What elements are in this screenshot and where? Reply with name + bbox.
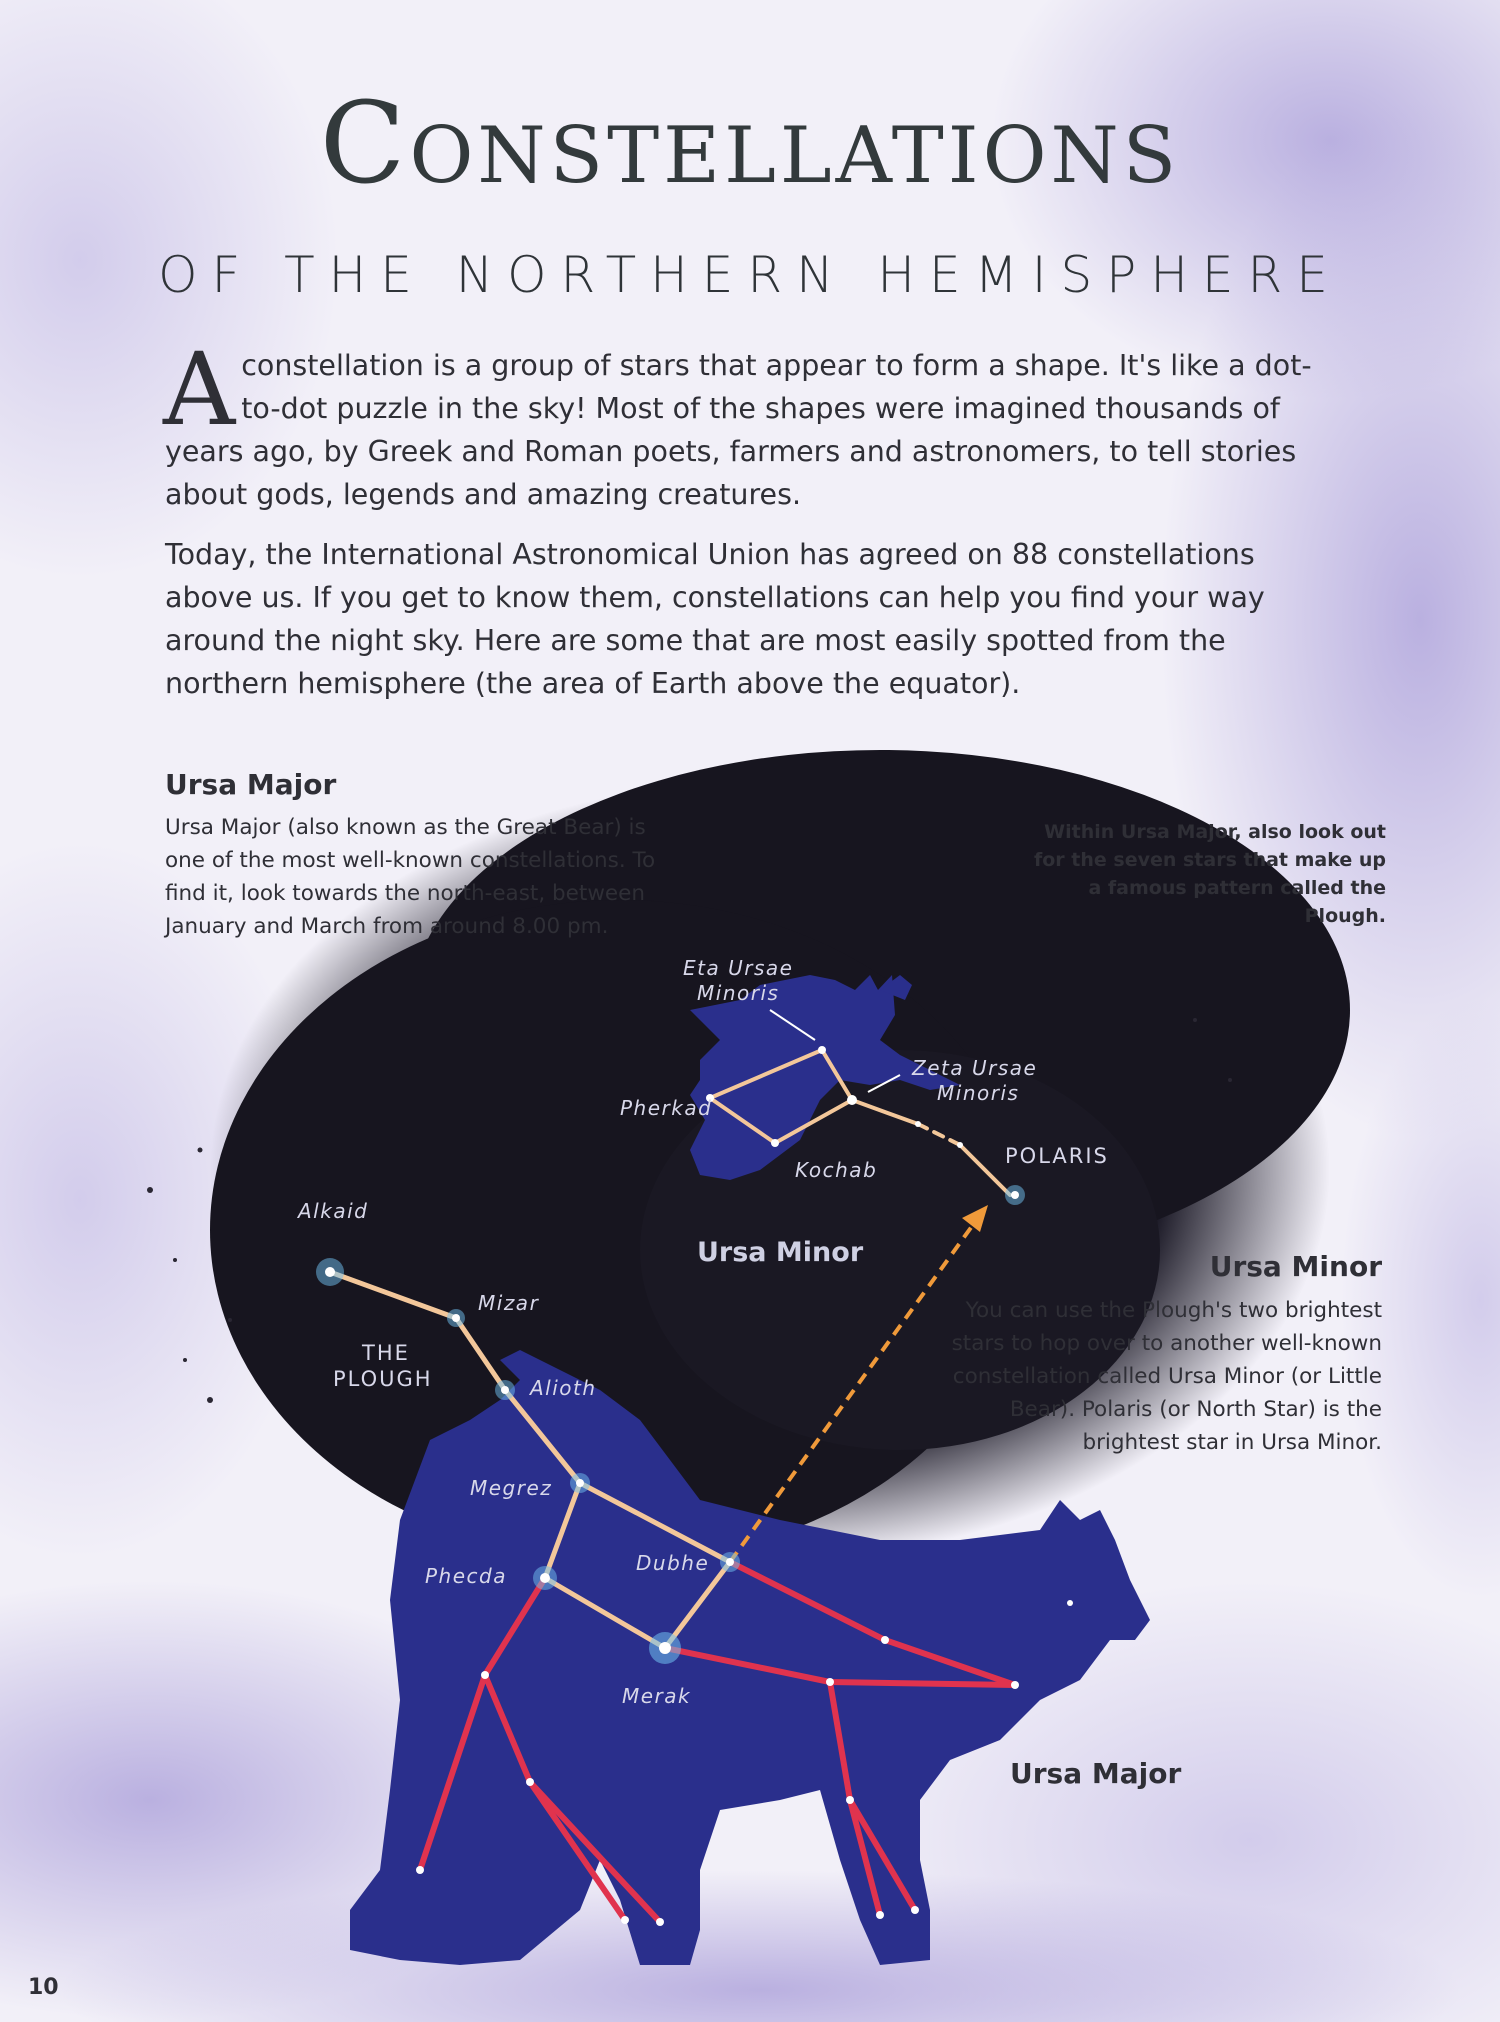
label-alkaid: Alkaid — [298, 1199, 369, 1223]
label-eta-ursae: Eta Ursae — [683, 956, 794, 980]
page-number: 10 — [28, 1975, 59, 2000]
star-phecda — [533, 1566, 557, 1590]
label-ursa-minor: Ursa Minor — [697, 1237, 864, 1268]
star-dubhe — [720, 1552, 740, 1572]
star-megrez — [570, 1473, 590, 1493]
star-mizar — [447, 1309, 465, 1327]
ursa-major-heading: Ursa Major — [165, 768, 337, 801]
label-zeta-minoris: Minoris — [937, 1081, 1020, 1105]
label-dubhe: Dubhe — [636, 1551, 710, 1575]
label-eta-minoris: Minoris — [697, 981, 780, 1005]
label-alioth: Alioth — [530, 1376, 597, 1400]
label-kochab: Kochab — [795, 1158, 878, 1182]
ursa-minor-heading: Ursa Minor — [1209, 1250, 1382, 1283]
star-polaris — [1005, 1185, 1025, 1205]
label-zeta-ursae: Zeta Ursae — [912, 1056, 1038, 1080]
label-phecda: Phecda — [425, 1564, 507, 1588]
page-subtitle: OF THE NORTHERN HEMISPHERE — [158, 246, 1342, 304]
dropcap: A — [163, 331, 236, 448]
label-polaris: POLARIS — [1005, 1144, 1109, 1168]
label-merak: Merak — [622, 1684, 692, 1708]
intro-paragraph-2: Today, the International Astronomical Union has agreed on 88 constellations above us. If you get to know them, constellations can help you find your way around the night sky. Here are some that are most easily spotted from the northern hemisphere (the area of Earth above the equator). — [165, 538, 1265, 700]
label-the: THE — [362, 1341, 410, 1365]
star-alkaid — [316, 1258, 344, 1286]
star-merak — [649, 1632, 681, 1664]
page-title: Constellations — [319, 79, 1181, 209]
intro-paragraph-1 — [163, 331, 1335, 516]
ursa-major-text: Ursa Major (also known as the Great Bear) is one of the most well-known constellations. To find it, look towards the north-east, between January and March from around 8.00 pm. — [165, 815, 656, 939]
label-megrez: Megrez — [470, 1476, 553, 1500]
label-ursa-major: Ursa Major — [1010, 1757, 1182, 1790]
label-plough: PLOUGH — [333, 1367, 433, 1391]
star-alioth — [495, 1380, 515, 1400]
ursa-minor-text: You can use the Plough's two brightest stars to hop over to another well-known constellation called Ursa Minor (or Little Bear). Polaris (or North Star) is the brightest star in Ursa Minor. — [951, 1298, 1382, 1455]
intro-paragraph-1-text: constellation is a group of stars that appear to form a shape. It's like a dot-to-dot puzzle in the sky! Most of the shapes were imagined thousands of years ago, by Greek and Roman poets, farmers and astronomers, to tell stories about gods, legends and amazing creatures. — [165, 349, 1312, 511]
plough-note: Within Ursa Major, also look out for the seven stars that make up a famous pattern called the Plough. — [1033, 821, 1386, 927]
label-pherkad: Pherkad — [620, 1096, 713, 1120]
label-mizar: Mizar — [478, 1291, 540, 1315]
